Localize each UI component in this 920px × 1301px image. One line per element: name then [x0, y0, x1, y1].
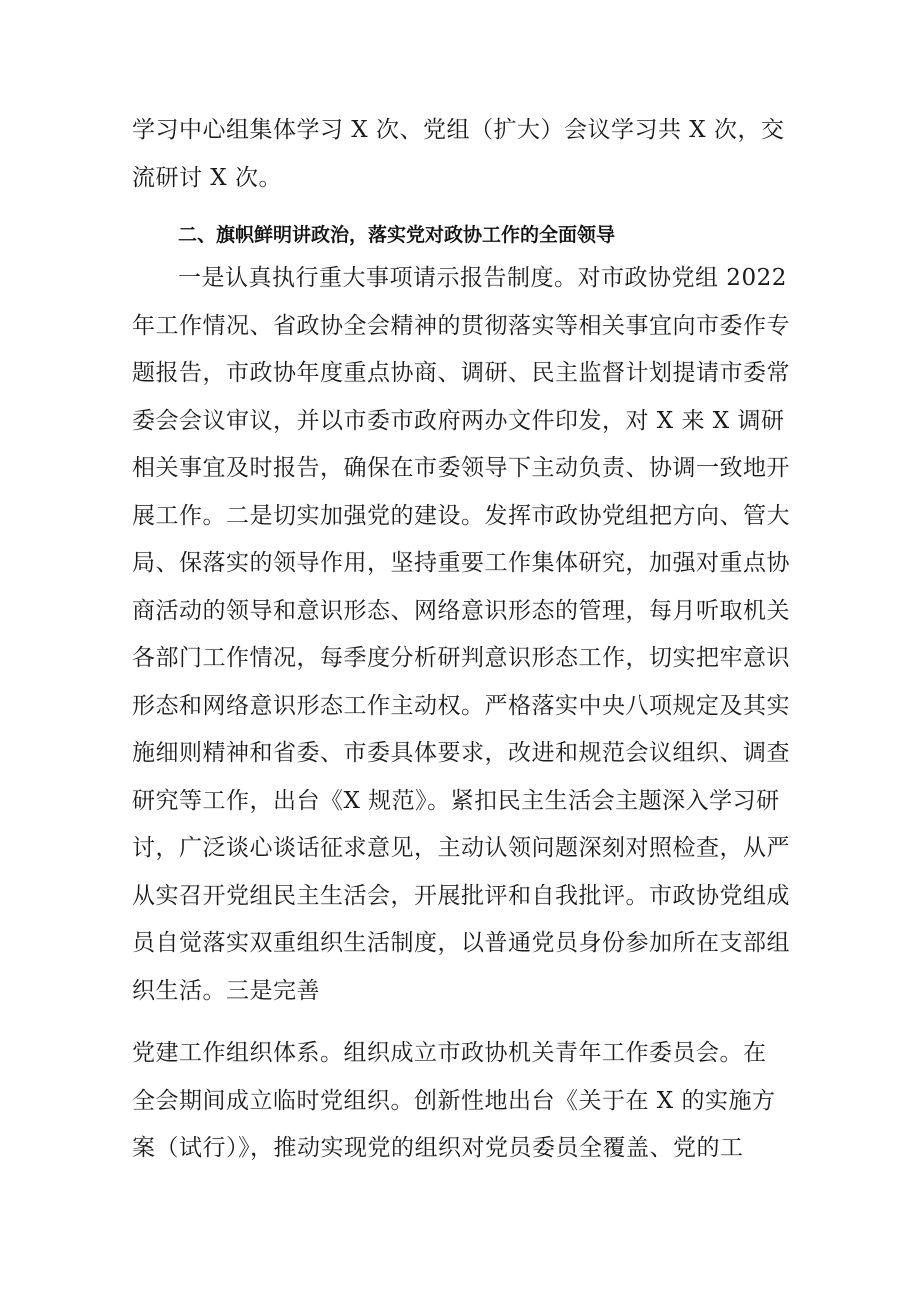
body-line-6: 展工作。二是切实加强党的建设。发挥市政协党组把方向、管大	[132, 503, 790, 529]
body-line-12: 研究等工作，出台《X 规范》。紧扣民主生活会主题深入学习研	[132, 788, 780, 814]
intro-line-2: 流研讨 X 次。	[132, 165, 282, 191]
body-line-4: 委会会议审议，并以市委市政府两办文件印发，对 X 来 X 调研	[132, 408, 785, 434]
body-line-11: 施细则精神和省委、市委具体要求，改进和规范会议组织、调查	[132, 740, 790, 766]
body-line-9: 各部门工作情况，每季度分析研判意识形态工作，切实把牢意识	[132, 645, 790, 671]
continuation-line-2: 全会期间成立临时党组织。创新性地出台《关于在 X 的实施方	[132, 1088, 776, 1114]
body-line-2: 年工作情况、省政协全会精神的贯彻落实等相关事宜向市委作专	[132, 313, 790, 339]
body-line-13: 讨，广泛谈心谈话征求意见，主动认领问题深刻对照检查，从严	[132, 835, 790, 861]
body-line-10: 形态和网络意识形态工作主动权。严格落实中央八项规定及其实	[132, 693, 790, 719]
body-line-7: 局、保落实的领导作用，坚持重要工作集体研究，加强对重点协	[132, 550, 790, 576]
body-line-1: 一是认真执行重大事项请示报告制度。对市政协党组 2022	[178, 265, 787, 291]
intro-line-1: 学习中心组集体学习 X 次、党组（扩大）会议学习共 X 次，交	[132, 117, 785, 143]
body-line-14: 从实召开党组民主生活会，开展批评和自我批评。市政协党组成	[132, 883, 790, 909]
body-line-16: 织生活。三是完善	[132, 978, 320, 1004]
section-heading: 二、旗帜鲜明讲政治，落实党对政协工作的全面领导	[178, 224, 616, 246]
body-line-15: 员自觉落实双重组织生活制度，以普通党员身份参加所在支部组	[132, 930, 790, 956]
body-line-3: 题报告，市政协年度重点协商、调研、民主监督计划提请市委常	[132, 360, 790, 386]
body-line-5: 相关事宜及时报告，确保在市委领导下主动负责、协调一致地开	[132, 455, 790, 481]
continuation-line-1: 党建工作组织体系。组织成立市政协机关青年工作委员会。在	[132, 1040, 767, 1066]
continuation-line-3: 案（试行）》，推动实现党的组织对党员委员全覆盖、党的工	[132, 1135, 744, 1161]
body-line-8: 商活动的领导和意识形态、网络意识形态的管理，每月听取机关	[132, 598, 790, 624]
